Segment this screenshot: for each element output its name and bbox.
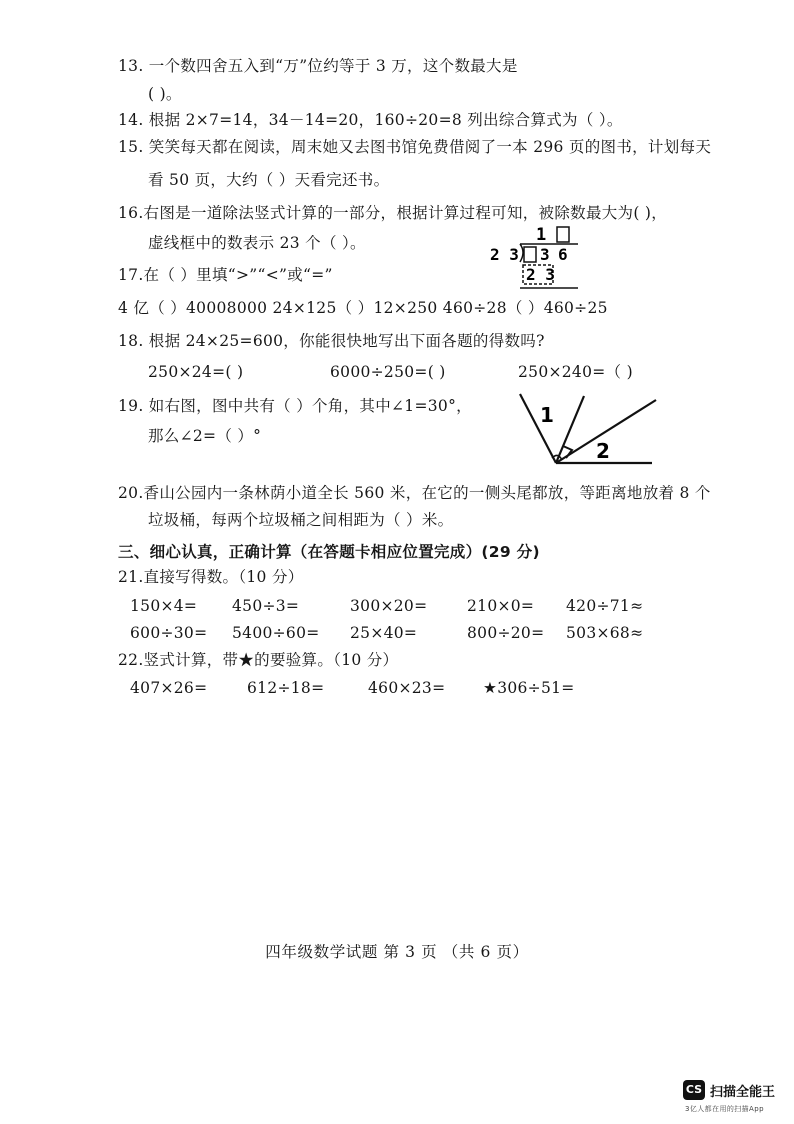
question-15-line1: 15. 笑笑每天都在阅读，周末她又去图书馆免费借阅了一本 296 页的图书，计划每天	[118, 138, 712, 156]
question-16-line1: 16.右图是一道除法竖式计算的一部分，根据计算过程可知，被除数最大为( )，	[118, 204, 668, 222]
dividend-digit-6: 6	[558, 245, 568, 264]
question-16-line2: 虚线框中的数表示 23 个（ ）。	[148, 234, 366, 252]
q21-item: 503×68≈	[566, 624, 644, 642]
question-13-line1: 13. 一个数四舍五入到“万”位约等于 3 万，这个数最大是	[118, 57, 518, 75]
question-17-line1: 17.在（ ）里填“>”“<”或“=”	[118, 266, 333, 284]
dividend-digit-3: 3	[540, 245, 550, 264]
question-19-line1: 19. 如右图，图中共有（ ）个角，其中∠1=30°，	[118, 397, 472, 415]
section-3-title: 三、细心认真，正确计算（在答题卡相应位置完成）(29 分)	[118, 543, 540, 561]
page-footer: 四年级数学试题 第 3 页 （共 6 页）	[265, 943, 529, 961]
q21-item: 210×0=	[467, 597, 535, 615]
q22-item: ★306÷51=	[483, 679, 575, 697]
camscanner-logo-icon: CS	[683, 1080, 705, 1100]
question-22-title: 22.竖式计算，带★的要验算。（10 分）	[118, 651, 399, 669]
q21-item: 25×40=	[350, 624, 418, 642]
scanner-watermark	[683, 1078, 793, 1118]
question-20-line2: 垃圾桶，每两个垃圾桶之间相距为（ ）米。	[148, 511, 454, 529]
watermark-subtitle: 3亿人都在用的扫描App	[685, 1105, 764, 1113]
q22-item: 407×26=	[130, 679, 208, 697]
division-figure	[486, 224, 586, 296]
angle-figure	[500, 386, 670, 472]
q21-item: 420÷71≈	[566, 597, 644, 615]
question-19-line2: 那么∠2=（ ）°	[148, 427, 262, 445]
question-13-line2: ( )。	[148, 85, 182, 103]
q21-item: 600÷30=	[130, 624, 208, 642]
q22-item: 460×23=	[368, 679, 446, 697]
q21-item: 450÷3=	[232, 597, 300, 615]
question-18-b: 6000÷250=( )	[330, 363, 446, 381]
quotient-blank-box	[557, 227, 569, 242]
question-18-c: 250×240=（ )	[518, 363, 633, 381]
q22-item: 612÷18=	[247, 679, 325, 697]
quotient-digit: 1	[536, 225, 547, 245]
question-18-a: 250×24=( )	[148, 363, 244, 381]
q21-item: 150×4=	[130, 597, 198, 615]
watermark-name: 扫描全能王	[710, 1085, 776, 1100]
question-18-line1: 18. 根据 24×25=600，你能很快地写出下面各题的得数吗?	[118, 332, 545, 350]
q21-item: 300×20=	[350, 597, 428, 615]
question-15-line2: 看 50 页，大约（ ）天看完还书。	[148, 171, 390, 189]
divisor: 2 3	[490, 245, 519, 264]
question-21-title: 21.直接写得数。（10 分）	[118, 568, 304, 586]
angle-1-label: 1	[540, 403, 554, 427]
question-20-line1: 20.香山公园内一条林荫小道全长 560 米，在它的一侧头尾都放，等距离地放着 8 个	[118, 484, 711, 502]
dividend-blank-box	[524, 247, 536, 262]
product: 2 3	[526, 265, 555, 284]
question-17-line2: 4 亿（ ）40008000 24×125（ ）12×250 460÷28（ ）460÷25	[118, 299, 608, 317]
q21-item: 800÷20=	[467, 624, 545, 642]
question-14: 14. 根据 2×7=14，34－14=20，160÷20=8 列出综合算式为（ ）。	[118, 111, 623, 129]
q21-item: 5400÷60=	[232, 624, 320, 642]
angle-2-label: 2	[596, 439, 610, 463]
right-angle-mark	[563, 446, 572, 458]
